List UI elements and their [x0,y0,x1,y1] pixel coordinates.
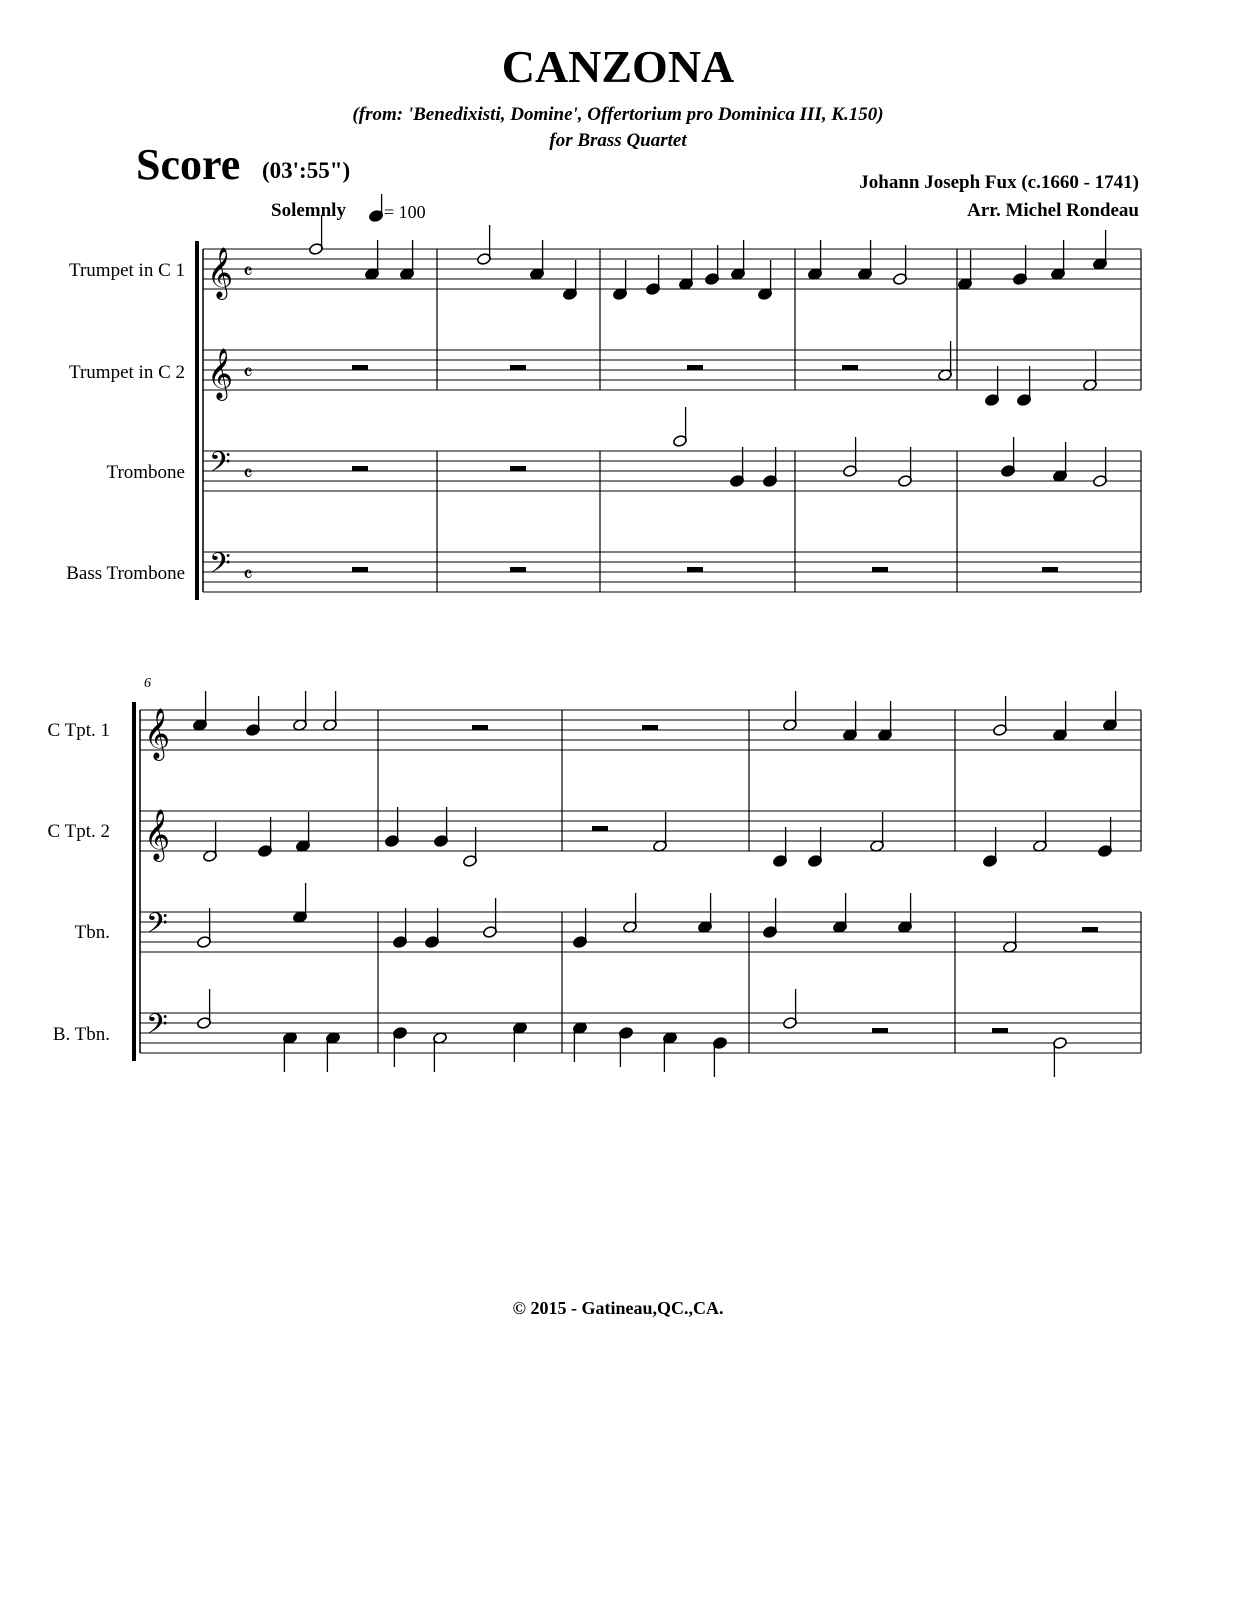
treble-clef: 𝄞 [207,348,234,399]
instrumentation: for Brass Quartet [549,130,687,151]
rest [642,725,658,730]
bass-clef: 𝄢 [209,547,231,587]
rest [352,365,368,370]
arranger: Arr. Michel Rondeau [967,200,1139,221]
score-subtitle: (from: 'Benedixisti, Domine', Offertorium pro Dominica III, K.150) [352,104,884,125]
instrument-label: Bass Trombone [66,563,185,584]
instrument-label: C Tpt. 2 [47,821,110,842]
rest [352,466,368,471]
time-signature: 𝄴 [243,260,253,285]
rest [687,365,703,370]
rest [510,567,526,572]
bass-clef: 𝄢 [146,1008,168,1048]
treble-clef: 𝄞 [207,247,234,298]
staff-lines [140,249,1141,1053]
rest [1082,927,1098,932]
treble-clef: 𝄞 [144,708,171,759]
instrument-label: C Tpt. 1 [47,720,110,741]
bass-clef: 𝄢 [209,446,231,486]
rest [842,365,858,370]
bass-clef: 𝄢 [146,907,168,947]
measure-number: 6 [144,676,151,691]
rest [992,1028,1008,1033]
duration: (03':55") [262,158,351,183]
score-title: CANZONA [501,41,735,92]
rest [687,567,703,572]
tempo-value: = 100 [384,202,426,222]
time-signature: 𝄴 [243,563,253,588]
instrument-label: Trumpet in C 1 [69,260,185,281]
rest [510,466,526,471]
rest [872,1028,888,1033]
rest [472,725,488,730]
score-label: Score [136,140,241,189]
instrument-label: Tbn. [74,922,110,943]
instrument-label: Trombone [106,462,185,483]
instrument-label: Trumpet in C 2 [69,362,185,383]
rest [1042,567,1058,572]
notation-marks [134,194,1141,1077]
tempo-marking: Solemnly [271,200,346,221]
instrument-label: B. Tbn. [52,1024,110,1045]
time-signature: 𝄴 [243,462,253,487]
rest [352,567,368,572]
rest [592,826,608,831]
copyright: © 2015 - Gatineau,QC.,CA. [512,1298,724,1318]
rest [872,567,888,572]
time-signature: 𝄴 [243,361,253,386]
composer: Johann Joseph Fux (c.1660 - 1741) [859,172,1139,193]
rest [510,365,526,370]
treble-clef: 𝄞 [144,809,171,860]
